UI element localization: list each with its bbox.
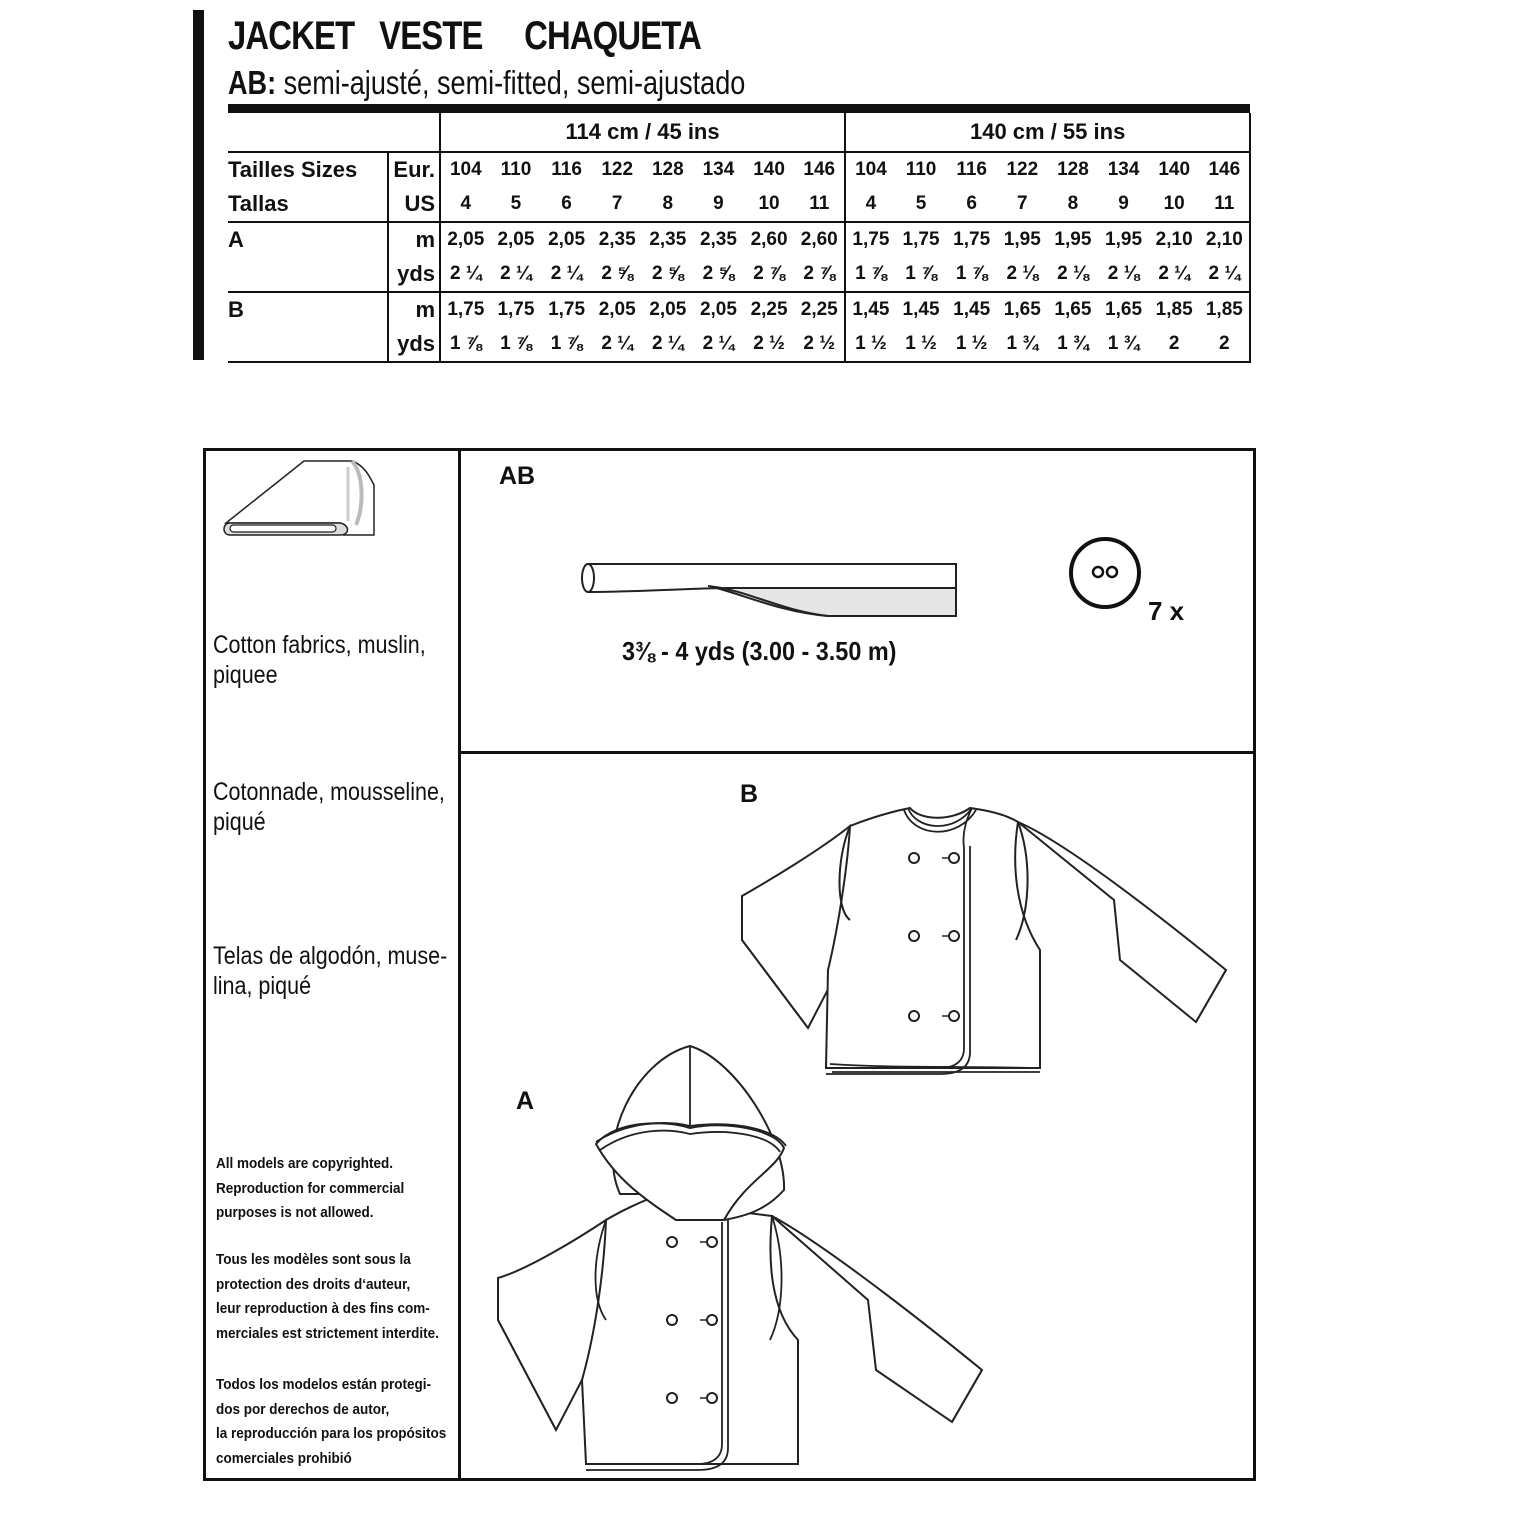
us-size: 6 (946, 187, 997, 222)
yards-value: 2 ⅞ (744, 257, 795, 292)
table-top-rule (228, 104, 1250, 113)
view-b-label: B (740, 780, 759, 808)
fabric-suggestion-fr: Cotonnade, mousseline, piqué (213, 778, 445, 836)
meters-value: 2,35 (649, 229, 687, 250)
us-size: 8 (643, 187, 694, 222)
us-size: 8 (1048, 187, 1099, 222)
view-label: A (228, 227, 244, 252)
button-icon (1068, 536, 1142, 610)
meters-value: 1,45 (902, 299, 940, 320)
us-size: 9 (1098, 187, 1149, 222)
yards-value: 2 ¼ (440, 257, 491, 292)
meters-value: 1,65 (1054, 299, 1092, 320)
meters-value: 2,35 (598, 229, 636, 250)
yards-value: 2 ¼ (541, 257, 592, 292)
us-size: 11 (794, 187, 845, 222)
yards-value: 2 ¼ (693, 327, 744, 362)
yardage-chart (228, 104, 1250, 363)
eur-size: 110 (500, 159, 532, 180)
meters-value: 2,05 (649, 299, 687, 320)
meters-value: 2,10 (1155, 229, 1193, 250)
yards-value: 1 ⅞ (896, 257, 947, 292)
notions-section-label: AB (499, 462, 536, 490)
meters-value: 1,95 (1105, 229, 1143, 250)
eur-size: 140 (1158, 159, 1191, 180)
meters-value: 1,75 (953, 229, 991, 250)
eur-size: 128 (651, 159, 684, 180)
yards-value: 2 ¼ (1149, 257, 1200, 292)
jacket-b-illustration (740, 800, 1230, 1080)
view-a-label: A (516, 1087, 535, 1115)
fabric-suggestion-en: Cotton fabrics, muslin, piquee (213, 631, 426, 689)
us-size: 11 (1199, 187, 1250, 222)
tape-amount: 3⅜ - 4 yds (3.00 - 3.50 m) (622, 636, 897, 666)
yards-value: 2 ¼ (491, 257, 542, 292)
eur-size: 122 (601, 159, 634, 180)
yards-value: 1 ⅞ (946, 257, 997, 292)
copyright-es: Todos los modelos están protegi- dos por derechos de autor, la reproducción para los propósitos comerciales prohibió (216, 1376, 447, 1467)
meters-value: 2,60 (750, 229, 788, 250)
us-label: US (388, 187, 440, 222)
view-a-yards-row (228, 257, 1250, 292)
view-b-meters-row (228, 292, 1250, 327)
view-label: B (228, 297, 244, 322)
eur-size: 140 (753, 159, 785, 180)
yards-value: 2 ¼ (592, 327, 643, 362)
yardage-table (228, 113, 1251, 363)
meters-value: 1,75 (440, 292, 491, 327)
meters-value: 1,95 (1054, 229, 1092, 250)
meters-value: 2,25 (794, 292, 845, 327)
fabric-width-45: 114 cm / 45 ins (440, 113, 845, 152)
yards-value: 1 ⅞ (440, 327, 491, 362)
yards-value: 2 ⅛ (997, 257, 1048, 292)
view-b-yards-row (228, 327, 1250, 362)
meters-value: 1,85 (1155, 299, 1193, 320)
header-accent-bar (193, 10, 204, 360)
yards-value: 1 ½ (946, 327, 997, 362)
meters-value: 1,45 (852, 299, 890, 320)
yards-value: 2 ⅛ (1048, 257, 1099, 292)
meters-value: 2,10 (1199, 222, 1250, 257)
meters-value: 2,05 (598, 299, 636, 320)
us-size: 9 (693, 187, 744, 222)
meters-value: 2,05 (497, 229, 535, 250)
bias-tape-icon (578, 562, 962, 622)
eur-size: 128 (1057, 159, 1089, 180)
yards-value: 1 ⅞ (491, 327, 542, 362)
yards-value: 2 ⅝ (693, 257, 744, 292)
copyright-fr: Tous les modèles sont sous la protection des droits d‘auteur, leur reproduction à des fins com- merciales est strictement interdite. (216, 1251, 439, 1342)
eur-size: 104 (440, 152, 491, 187)
us-size: 5 (896, 187, 947, 222)
fit-text: semi-ajusté, semi-fitted, semi-ajustado (276, 64, 746, 101)
us-size: 7 (592, 187, 643, 222)
eur-size: 110 (905, 159, 937, 180)
meters-value: 2,05 (548, 229, 586, 250)
yards-value: 2 ⅝ (592, 257, 643, 292)
pattern-title: JACKET VESTE CHAQUETA (228, 14, 701, 58)
yards-value: 1 ¾ (1048, 327, 1099, 362)
blank-cell (228, 113, 440, 152)
size-label: Tailles Sizes (228, 157, 358, 182)
eur-size-row (228, 152, 1250, 187)
meters-value: 2,05 (699, 299, 737, 320)
blank-cell (228, 257, 388, 292)
unit-label: yds (388, 327, 440, 362)
yards-value: 1 ⅞ (845, 257, 896, 292)
meters-value: 1,75 (902, 229, 940, 250)
meters-value: 1,45 (953, 299, 991, 320)
eur-size: 134 (1107, 159, 1140, 180)
fit-code: AB: (228, 64, 277, 101)
yards-value: 2 ¼ (643, 327, 694, 362)
meters-value: 2,60 (794, 222, 845, 257)
unit-label: yds (388, 257, 440, 292)
meters-value: 1,65 (1003, 299, 1041, 320)
us-size: 5 (491, 187, 542, 222)
jacket-a-hooded-illustration (496, 1040, 986, 1470)
us-size-row (228, 187, 1250, 222)
eur-size: 146 (794, 152, 845, 187)
eur-size: 116 (956, 159, 987, 180)
yards-value: 1 ¾ (1098, 327, 1149, 362)
fabric-suggestion-es: Telas de algodón, muse- lina, piqué (213, 942, 448, 1000)
eur-size: 104 (855, 159, 887, 180)
unit-label: m (388, 292, 440, 327)
meters-value: 2,05 (440, 222, 491, 257)
yards-value: 2 ½ (794, 327, 845, 362)
meters-value: 1,65 (1105, 299, 1143, 320)
us-size: 4 (845, 187, 896, 222)
width-header-row (228, 113, 1250, 152)
eur-size: 134 (702, 159, 735, 180)
button-quantity: 7 x (1148, 596, 1185, 626)
yards-value: 2 ¼ (1199, 257, 1250, 292)
yards-value: 2 (1149, 327, 1200, 362)
size-label-es: Tallas (228, 187, 388, 222)
panel-divider (458, 751, 1256, 754)
eur-label: Eur. (388, 152, 440, 187)
meters-value: 1,95 (1003, 229, 1041, 250)
meters-value: 1,75 (852, 229, 890, 250)
yards-value: 2 ⅛ (1098, 257, 1149, 292)
yards-value: 1 ⅞ (541, 327, 592, 362)
yards-value: 1 ½ (896, 327, 947, 362)
us-size: 7 (997, 187, 1048, 222)
yards-value: 2 ⅝ (643, 257, 694, 292)
meters-value: 1,75 (548, 299, 586, 320)
fabric-width-55: 140 cm / 55 ins (845, 113, 1250, 152)
blank-cell (228, 327, 388, 362)
us-size: 10 (744, 187, 795, 222)
us-size: 4 (440, 187, 491, 222)
meters-value: 1,75 (497, 299, 535, 320)
yards-value: 2 (1199, 327, 1250, 362)
eur-size: 122 (1006, 159, 1039, 180)
fabric-bolt-icon (224, 455, 384, 535)
panel-divider (458, 448, 461, 1481)
yards-value: 1 ½ (845, 327, 896, 362)
copyright-en: All models are copyrighted. Reproduction for commercial purposes is not allowed. (216, 1155, 405, 1221)
view-a-meters-row (228, 222, 1250, 257)
unit-label: m (388, 222, 440, 257)
eur-size: 116 (551, 159, 582, 180)
us-size: 6 (541, 187, 592, 222)
meters-value: 2,35 (699, 229, 737, 250)
yards-value: 2 ⅞ (794, 257, 845, 292)
fit-description (228, 64, 745, 102)
eur-size: 146 (1199, 152, 1250, 187)
yards-value: 2 ½ (744, 327, 795, 362)
us-size: 10 (1149, 187, 1200, 222)
meters-value: 1,85 (1199, 292, 1250, 327)
meters-value: 2,25 (750, 299, 788, 320)
yards-value: 1 ¾ (997, 327, 1048, 362)
